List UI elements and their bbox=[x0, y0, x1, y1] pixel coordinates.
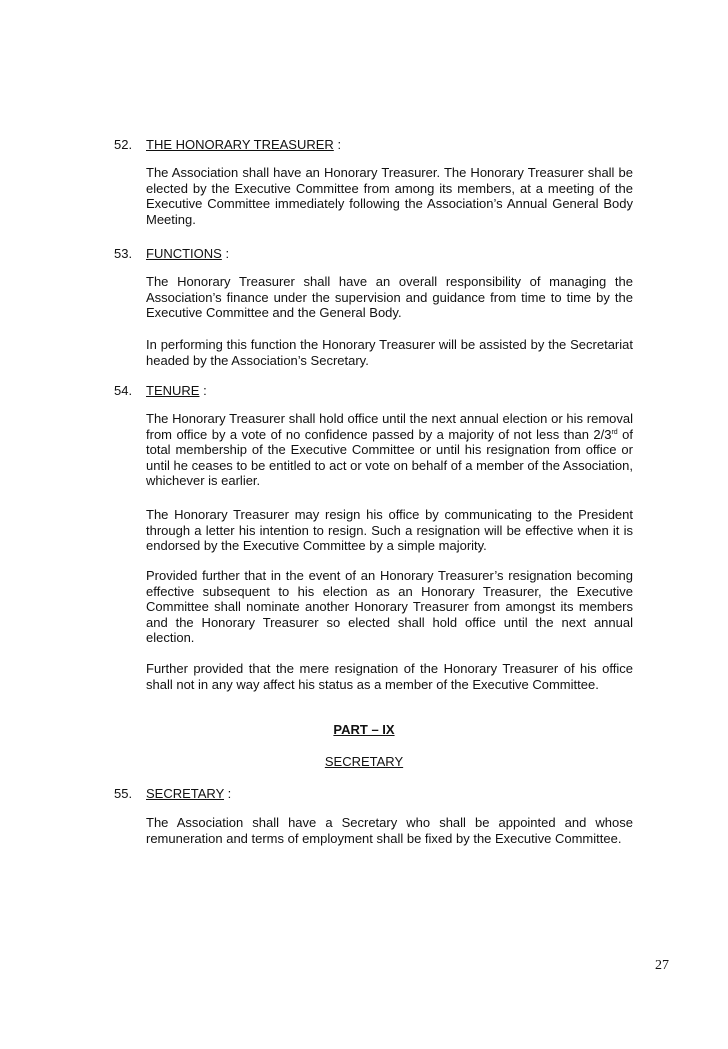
section-paragraph bbox=[146, 411, 633, 489]
heading-separator: : bbox=[227, 786, 232, 801]
part-label: PART – IX bbox=[333, 722, 395, 737]
section-heading bbox=[146, 137, 341, 152]
part-subtitle: SECRETARY bbox=[324, 754, 404, 769]
section-number: 54. bbox=[114, 383, 133, 398]
section-title: THE HONORARY TREASURER bbox=[146, 137, 334, 152]
section-paragraph: The Association shall have a Secretary who shall be appointed and whose remuneration and terms of employment shall be fixed by the Executive Committee. bbox=[146, 815, 633, 846]
section-heading bbox=[146, 786, 231, 801]
heading-separator: : bbox=[337, 137, 342, 152]
section-number: 53. bbox=[114, 246, 133, 261]
section-paragraph: In performing this function the Honorary Treasurer will be assisted by the Secretariat headed by the Association’s Secretary. bbox=[146, 337, 633, 368]
section-paragraph: The Honorary Treasurer shall have an overall responsibility of managing the Association’s finance under the supervision and guidance from time to time by the Executive Committee and the General Body. bbox=[146, 274, 633, 320]
paragraph-text: of total membership of the Executive Committee or until his resignation from office or until he ceases to be entitled to act or vote on behalf of a member of the Association, whichever is earlier. bbox=[146, 426, 633, 488]
section-title: SECRETARY bbox=[146, 786, 225, 801]
section-heading bbox=[146, 246, 229, 261]
section-title: FUNCTIONS bbox=[146, 246, 222, 261]
section-paragraph: The Association shall have an Honorary Treasurer. The Honorary Treasurer shall be elected by the Executive Committee from among its members, at a meeting of the Executive Committee immediately following the Association’s Annual General Body Meeting. bbox=[146, 165, 633, 227]
section-paragraph: The Honorary Treasurer may resign his office by communicating to the President through a letter his intention to resign. Such a resignation will be effective when it is endorsed by the Executive Committee by a simple majority. bbox=[146, 507, 633, 553]
ordinal-superscript: rd bbox=[611, 428, 618, 436]
page-number: 27 bbox=[655, 958, 669, 973]
section-paragraph: Provided further that in the event of an Honorary Treasurer’s resignation becoming effective subsequent to his election as an Honorary Treasurer, the Executive Committee shall nominate another Honorary Treasurer from amongst its members and the Honorary Treasurer so elected shall hold office until the next annual election. bbox=[146, 568, 633, 645]
section-paragraph: Further provided that the mere resignation of the Honorary Treasurer of his office shall not in any way affect his status as a member of the Executive Committee. bbox=[146, 661, 633, 692]
section-title: TENURE bbox=[146, 383, 200, 398]
section-number: 52. bbox=[114, 137, 133, 152]
heading-separator: : bbox=[203, 383, 207, 398]
section-number: 55. bbox=[114, 786, 133, 801]
paragraph-text: The Honorary Treasurer shall hold office until the next annual election or his removal from office by a vote of no confidence passed by a majority of not less than 2/3 bbox=[146, 411, 633, 442]
section-heading bbox=[146, 383, 207, 398]
heading-separator: : bbox=[225, 246, 230, 261]
